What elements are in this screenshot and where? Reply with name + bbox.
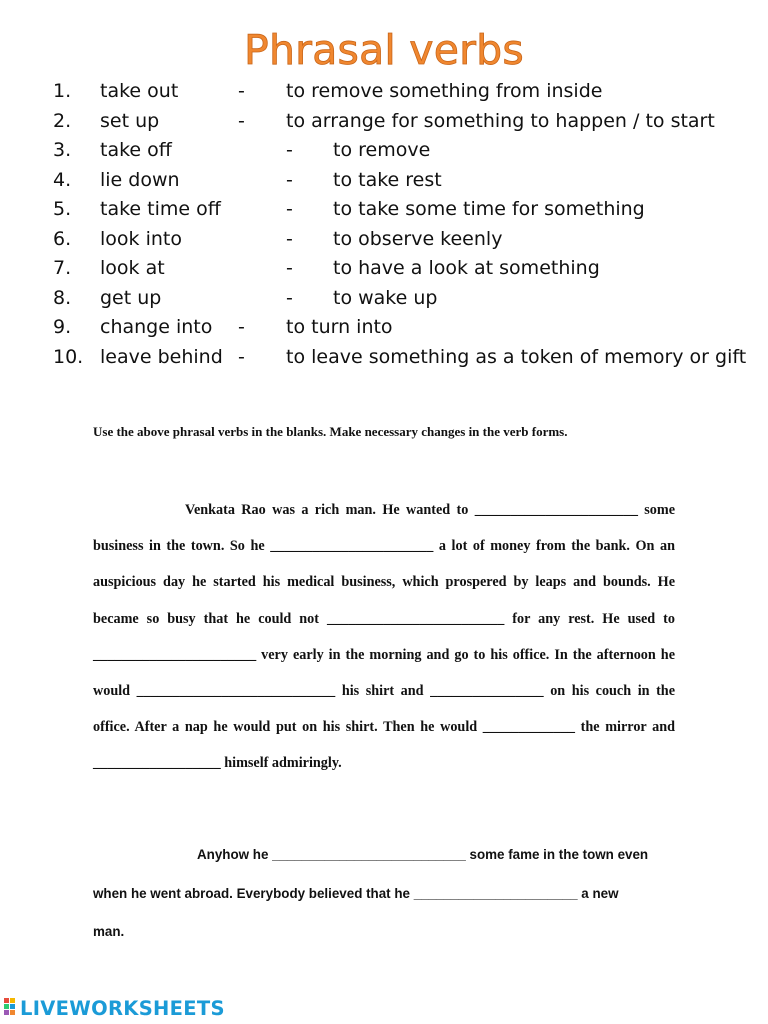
dash-separator: - xyxy=(286,139,293,161)
vocab-number: 8. xyxy=(53,286,72,309)
vocab-number: 10. xyxy=(53,345,84,368)
paragraph-text: some fame in the town even when he went abroad. Everybody believed that he xyxy=(93,847,649,901)
vocab-row xyxy=(0,257,768,287)
blank-2[interactable]: _______________________ xyxy=(270,538,434,555)
verb-meaning: to remove something from inside xyxy=(286,80,603,102)
liveworksheets-logo[interactable] xyxy=(4,995,225,1021)
phrasal-verb: get up xyxy=(100,286,162,309)
exercise-paragraph-1 xyxy=(93,492,675,782)
vocab-number: 6. xyxy=(53,227,72,250)
dash-separator: - xyxy=(238,80,245,102)
blank-7[interactable]: _____________ xyxy=(482,719,576,736)
paragraph-text: a lot of money from the bank. On an auspicious day he started his medical business, which prospered by leaps and bounds. He became so busy that he could not xyxy=(93,538,675,627)
vocab-row xyxy=(0,169,768,199)
vocab-row xyxy=(0,346,768,376)
paragraph-text: some business in the town. So he xyxy=(93,502,676,555)
paragraph-text: a new man. xyxy=(93,885,619,939)
dash-separator: - xyxy=(238,316,245,338)
phrasal-verb: take time off xyxy=(100,198,221,220)
vocab-row xyxy=(0,228,768,258)
dash-separator: - xyxy=(286,286,293,309)
dash-separator: - xyxy=(286,227,293,250)
verb-meaning: to arrange for something to happen / to start xyxy=(286,109,715,132)
paragraph-text: very early in the morning and go to his office. In the afternoon he would xyxy=(93,646,675,700)
dash-separator: - xyxy=(286,257,293,279)
blank-10[interactable]: ______________________ xyxy=(413,885,578,901)
dash-separator: - xyxy=(238,345,245,368)
vocab-row xyxy=(0,139,768,169)
vocab-number: 2. xyxy=(53,109,72,132)
verb-meaning: to turn into xyxy=(286,316,393,338)
blank-4[interactable]: _______________________ xyxy=(93,646,257,663)
paragraph-text: on his couch in the office. After a nap he would put on his shirt. Then he would xyxy=(93,683,675,736)
vocab-number: 7. xyxy=(53,257,72,279)
vocab-row xyxy=(0,287,768,317)
blank-5[interactable]: ____________________________ xyxy=(136,683,336,700)
paragraph-text: for any rest. He used to xyxy=(504,610,675,627)
paragraph-text: Venkata Rao was a rich man. He wanted to xyxy=(185,502,475,518)
phrasal-verb-list xyxy=(0,80,768,375)
phrasal-verb: lie down xyxy=(100,168,180,191)
page-title: Phrasal verbs xyxy=(244,26,524,74)
vocab-number: 4. xyxy=(53,168,72,191)
verb-meaning: to leave something as a token of memory or gift xyxy=(286,345,747,368)
paragraph-text: his shirt and xyxy=(335,683,431,700)
verb-meaning: to remove xyxy=(333,139,431,161)
verb-meaning: to take rest xyxy=(333,168,442,191)
phrasal-verb: look into xyxy=(100,227,182,250)
exercise-paragraph-2 xyxy=(93,836,653,952)
paragraph-text: the mirror and xyxy=(575,719,675,736)
vocab-number: 3. xyxy=(53,139,72,161)
dash-separator: - xyxy=(238,109,245,132)
phrasal-verb: set up xyxy=(100,109,160,132)
vocab-number: 1. xyxy=(53,80,72,102)
verb-meaning: to wake up xyxy=(333,286,438,309)
verb-meaning: to observe keenly xyxy=(333,227,503,250)
vocab-row xyxy=(0,316,768,346)
logo-text: LIVEWORKSHEETS xyxy=(20,996,225,1020)
liveworksheets-logo-icon xyxy=(4,998,18,1018)
blank-1[interactable]: _______________________ xyxy=(474,502,638,518)
paragraph-text: himself admiringly. xyxy=(220,755,342,772)
verb-meaning: to take some time for something xyxy=(333,198,645,220)
vocab-row xyxy=(0,198,768,228)
phrasal-verb: take out xyxy=(100,80,179,102)
vocab-row xyxy=(0,110,768,140)
blank-6[interactable]: ________________ xyxy=(430,683,544,700)
exercise-instruction: Use the above phrasal verbs in the blanks. Make necessary changes in the verb forms. xyxy=(93,424,568,439)
paragraph-text: Anyhow he xyxy=(197,847,273,862)
vocab-row xyxy=(0,80,768,110)
vocab-number: 5. xyxy=(53,198,72,220)
blank-3[interactable]: _________________________ xyxy=(326,610,505,627)
blank-9[interactable]: __________________________ xyxy=(272,847,466,862)
phrasal-verb: change into xyxy=(100,316,213,338)
dash-separator: - xyxy=(286,168,293,191)
phrasal-verb: take off xyxy=(100,139,172,161)
verb-meaning: to have a look at something xyxy=(333,257,600,279)
phrasal-verb: look at xyxy=(100,257,165,279)
vocab-number: 9. xyxy=(53,316,72,338)
dash-separator: - xyxy=(286,198,293,220)
phrasal-verb: leave behind xyxy=(100,345,223,368)
blank-8[interactable]: __________________ xyxy=(93,755,221,772)
